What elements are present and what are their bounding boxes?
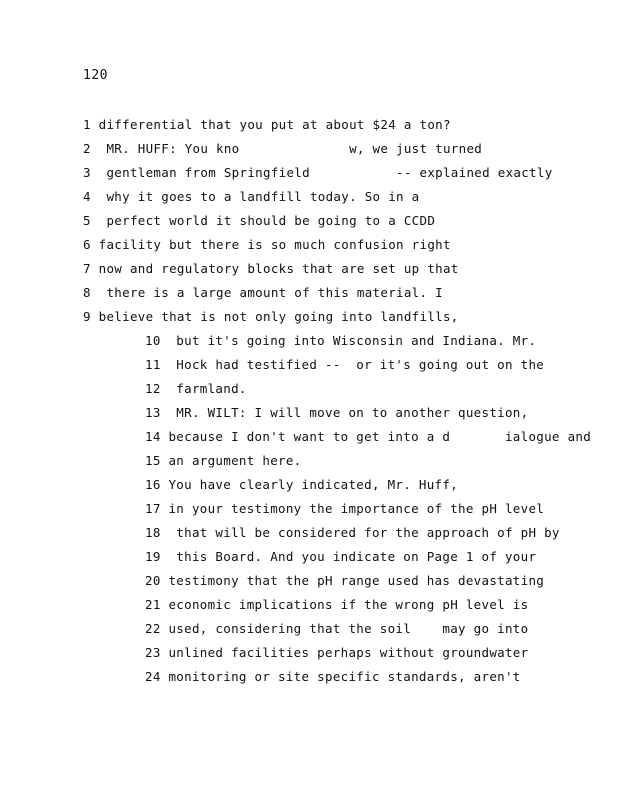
transcript-line-7: 7 now and regulatory blocks that are set up that: [83, 261, 459, 276]
transcript-line-20: 20 testimony that the pH range used has devastating: [145, 573, 545, 588]
transcript-line-22: 22 used, considering that the soil may go into: [145, 621, 529, 636]
transcript-line-8: 8 there is a large amount of this material. I: [83, 285, 443, 300]
transcript-line-11: 11 Hock had testified -- or it's going out on the: [145, 357, 545, 372]
transcript-line-14: 14 because I don't want to get into a d ialogue and: [145, 429, 592, 444]
transcript-line-17: 17 in your testimony the importance of the pH level: [145, 501, 545, 516]
transcript-line-23: 23 unlined facilities perhaps without groundwater: [145, 645, 529, 660]
transcript-line-16: 16 You have clearly indicated, Mr. Huff,: [145, 477, 459, 492]
transcript-line-15: 15 an argument here.: [145, 453, 302, 468]
transcript-line-24: 24 monitoring or site specific standards, aren't: [145, 669, 521, 684]
page-number: 120: [83, 68, 108, 83]
transcript-line-4: 4 why it goes to a landfill today. So in a: [83, 189, 420, 204]
transcript-line-6: 6 facility but there is so much confusion right: [83, 237, 451, 252]
transcript-line-19: 19 this Board. And you indicate on Page 1 of your: [145, 549, 537, 564]
transcript-line-1: 1 differential that you put at about $24 a ton?: [83, 117, 451, 132]
transcript-line-12: 12 farmland.: [145, 381, 247, 396]
transcript-line-18: 18 that will be considered for the approach of pH by: [145, 525, 560, 540]
transcript-line-2: 2 MR. HUFF: You kno w, we just turned: [83, 141, 483, 156]
transcript-line-13: 13 MR. WILT: I will move on to another question,: [145, 405, 529, 420]
transcript-line-21: 21 economic implications if the wrong pH level is: [145, 597, 529, 612]
transcript-line-10: 10 but it's going into Wisconsin and Indiana. Mr.: [145, 333, 537, 348]
transcript-line-5: 5 perfect world it should be going to a CCDD: [83, 213, 436, 228]
transcript-line-3: 3 gentleman from Springfield -- explained exactly: [83, 165, 553, 180]
transcript-line-9: 9 believe that is not only going into landfills,: [83, 309, 459, 324]
